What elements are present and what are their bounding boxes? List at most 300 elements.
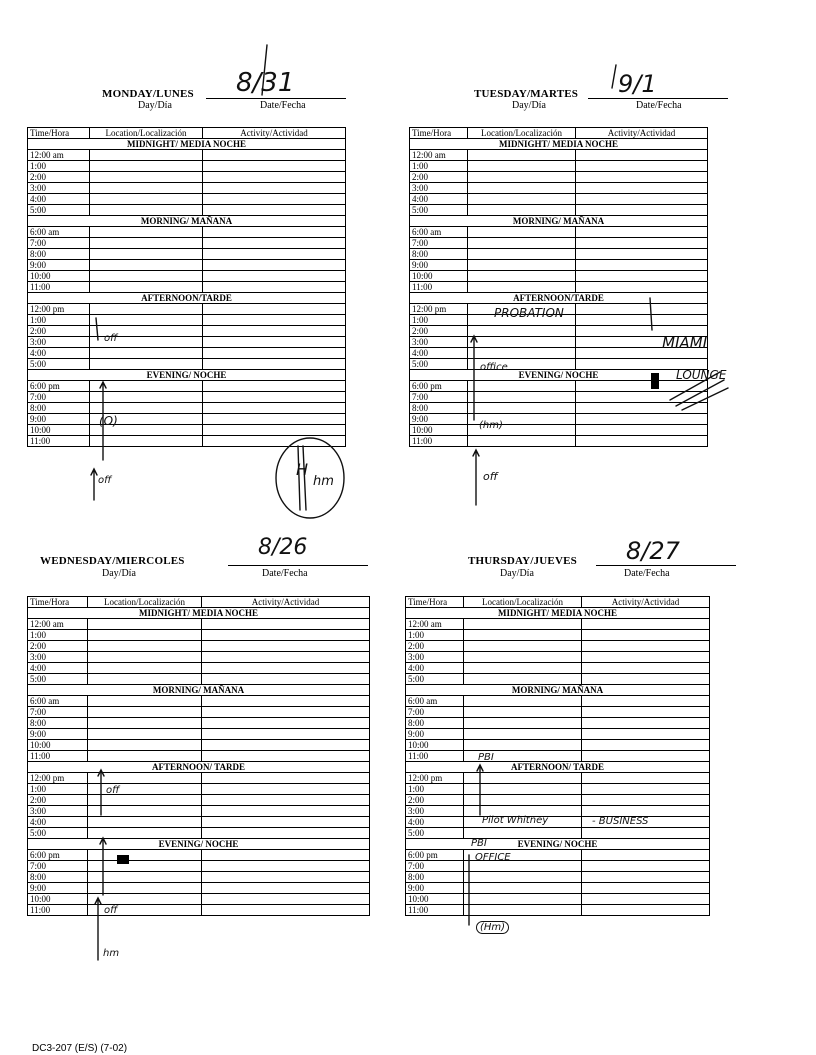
time-cell: 1:00 [28,784,88,795]
handwritten-note: PROBATION [494,306,564,320]
location-cell[interactable] [464,663,582,674]
activity-cell[interactable] [582,905,710,916]
time-cell: 10:00 [410,425,468,436]
activity-cell[interactable] [203,414,346,425]
section-afternoon: AFTERNOON/ TARDE [406,762,710,773]
section-morning: MORNING/ MAÑANA [28,685,370,696]
location-cell[interactable] [88,641,202,652]
location-cell[interactable] [88,630,202,641]
activity-cell[interactable] [576,436,708,447]
activity-cell[interactable] [203,172,346,183]
date-label: Date/Fecha [262,568,308,579]
time-cell: 1:00 [410,161,468,172]
handwritten-date: 8/26 [258,535,308,560]
location-cell[interactable] [88,696,202,707]
activity-cell[interactable] [202,817,370,828]
location-cell[interactable] [90,348,203,359]
time-cell: 2:00 [28,641,88,652]
time-cell: 10:00 [406,894,464,905]
time-cell: 5:00 [28,359,90,370]
time-cell: 11:00 [28,436,90,447]
activity-cell[interactable] [203,183,346,194]
location-cell[interactable] [90,315,203,326]
activity-cell[interactable] [576,282,708,293]
location-cell[interactable] [90,205,203,216]
location-cell[interactable] [468,282,576,293]
activity-cell[interactable] [582,619,710,630]
day-label: Day/Día [138,100,172,111]
time-cell: 4:00 [406,817,464,828]
activity-cell[interactable] [582,718,710,729]
time-cell: 6:00 pm [406,850,464,861]
activity-cell[interactable] [203,403,346,414]
location-cell[interactable] [464,795,582,806]
activity-cell[interactable] [576,403,708,414]
time-cell: 3:00 [410,183,468,194]
location-cell[interactable] [468,436,576,447]
activity-cell[interactable] [576,315,708,326]
location-cell[interactable] [464,729,582,740]
location-cell[interactable] [88,872,202,883]
time-cell: 12:00 am [28,150,90,161]
form-number: DC3-207 (E/S) (7-02) [32,1043,128,1054]
location-cell[interactable] [468,249,576,260]
activity-cell[interactable] [203,436,346,447]
handwritten-note: (O) [99,414,118,428]
activity-cell[interactable] [202,674,370,685]
activity-cell[interactable] [202,773,370,784]
activity-cell[interactable] [202,718,370,729]
activity-cell[interactable] [582,773,710,784]
handwritten-note: office [480,362,508,373]
activity-cell[interactable] [582,707,710,718]
handwritten-note: hm [103,948,120,959]
time-cell: 7:00 [28,861,88,872]
location-cell[interactable] [88,751,202,762]
activity-cell[interactable] [202,872,370,883]
time-cell: 12:00 am [28,619,88,630]
date-line [228,565,368,566]
activity-cell[interactable] [576,227,708,238]
location-cell[interactable] [90,249,203,260]
location-cell[interactable] [464,652,582,663]
location-cell[interactable] [464,696,582,707]
time-cell: 10:00 [28,425,90,436]
handwritten-note: MIAMI [662,334,707,352]
location-cell[interactable] [90,403,203,414]
location-cell[interactable] [88,718,202,729]
col-header-activity: Activity/Actividad [202,597,370,608]
location-cell[interactable] [88,795,202,806]
location-cell[interactable] [468,205,576,216]
section-evening: EVENING/ NOCHE [28,839,370,850]
location-cell[interactable] [88,861,202,872]
activity-cell[interactable] [576,150,708,161]
section-morning: MORNING/ MAÑANA [410,216,708,227]
time-cell: 9:00 [410,414,468,425]
handwritten-note: off [104,905,118,916]
time-cell: 8:00 [28,249,90,260]
date-label: Date/Fecha [624,568,670,579]
time-cell: 8:00 [28,872,88,883]
location-cell[interactable] [90,271,203,282]
time-cell: 7:00 [410,238,468,249]
location-cell[interactable] [90,381,203,392]
section-afternoon: AFTERNOON/TARDE [410,293,708,304]
activity-cell[interactable] [203,381,346,392]
location-cell[interactable] [468,381,576,392]
activity-cell[interactable] [582,696,710,707]
time-cell: 5:00 [28,828,88,839]
time-cell: 1:00 [406,630,464,641]
time-cell: 3:00 [28,806,88,817]
location-cell[interactable] [468,403,576,414]
activity-cell[interactable] [202,729,370,740]
activity-cell[interactable] [202,894,370,905]
location-cell[interactable] [88,894,202,905]
time-cell: 1:00 [28,630,88,641]
time-cell: 5:00 [410,359,468,370]
time-cell: 9:00 [28,729,88,740]
col-header-activity: Activity/Actividad [582,597,710,608]
section-afternoon: AFTERNOON/ TARDE [28,762,370,773]
location-cell[interactable] [88,619,202,630]
location-cell[interactable] [90,227,203,238]
day-name: TUESDAY/MARTES [474,88,579,100]
schedule-table-wednesday [27,596,370,916]
activity-cell[interactable] [582,861,710,872]
location-cell[interactable] [90,194,203,205]
time-cell: 10:00 [28,740,88,751]
handwritten-note: off [106,785,120,796]
activity-cell[interactable] [582,740,710,751]
location-cell[interactable] [468,337,576,348]
activity-cell[interactable] [203,348,346,359]
activity-cell[interactable] [576,205,708,216]
activity-cell[interactable] [582,729,710,740]
activity-cell[interactable] [203,315,346,326]
time-cell: 6:00 pm [410,381,468,392]
location-cell[interactable] [90,172,203,183]
section-afternoon: AFTERNOON/TARDE [28,293,346,304]
time-cell: 2:00 [28,326,90,337]
time-cell: 1:00 [406,784,464,795]
time-cell: 3:00 [410,337,468,348]
schedule-table-tuesday [409,127,708,447]
activity-cell[interactable] [202,707,370,718]
col-header-activity: Activity/Actividad [576,128,708,139]
location-cell[interactable] [90,260,203,271]
time-cell: 6:00 am [28,696,88,707]
arrow-stroke [473,450,479,505]
location-cell[interactable] [464,619,582,630]
activity-cell[interactable] [202,806,370,817]
location-cell[interactable] [464,894,582,905]
activity-cell[interactable] [576,260,708,271]
col-header-time: Time/Hora [28,128,90,139]
location-cell[interactable] [88,707,202,718]
time-cell: 7:00 [28,238,90,249]
time-cell: 3:00 [406,652,464,663]
time-cell: 6:00 am [28,227,90,238]
activity-cell[interactable] [582,872,710,883]
handwritten-date: 8/31 [236,68,295,98]
location-cell[interactable] [88,883,202,894]
activity-cell[interactable] [576,183,708,194]
section-morning: MORNING/ MAÑANA [406,685,710,696]
location-cell[interactable] [468,183,576,194]
schedule-table-thursday [405,596,710,916]
time-cell: 2:00 [410,172,468,183]
location-cell[interactable] [464,718,582,729]
activity-cell[interactable] [203,304,346,315]
activity-cell[interactable] [582,630,710,641]
time-cell: 4:00 [410,348,468,359]
time-cell: 2:00 [406,795,464,806]
activity-cell[interactable] [203,392,346,403]
location-cell[interactable] [88,663,202,674]
time-cell: 4:00 [28,663,88,674]
handwritten-note: hm [313,474,334,489]
handwritten-note: off [98,475,112,486]
activity-cell[interactable] [576,381,708,392]
col-header-time: Time/Hora [406,597,464,608]
activity-cell[interactable] [582,674,710,685]
time-cell: 4:00 [28,194,90,205]
location-cell[interactable] [88,828,202,839]
location-cell[interactable] [468,348,576,359]
activity-cell[interactable] [203,249,346,260]
time-cell: 11:00 [28,282,90,293]
time-cell: 9:00 [28,883,88,894]
activity-cell[interactable] [202,905,370,916]
location-cell[interactable] [468,326,576,337]
time-cell: 10:00 [28,271,90,282]
location-cell[interactable] [464,740,582,751]
activity-cell[interactable] [582,806,710,817]
time-cell: 3:00 [28,183,90,194]
location-cell[interactable] [468,260,576,271]
location-cell[interactable] [90,282,203,293]
activity-cell[interactable] [202,850,370,861]
handwritten-date: 8/27 [626,537,680,565]
date-label: Date/Fecha [260,100,306,111]
location-cell[interactable] [90,161,203,172]
location-cell[interactable] [88,652,202,663]
location-cell[interactable] [88,740,202,751]
time-cell: 7:00 [406,707,464,718]
activity-cell[interactable] [582,795,710,806]
section-morning: MORNING/ MAÑANA [28,216,346,227]
day-name: MONDAY/LUNES [102,88,194,100]
location-cell[interactable] [464,641,582,652]
time-cell: 5:00 [406,674,464,685]
activity-cell[interactable] [576,249,708,260]
location-cell[interactable] [90,436,203,447]
activity-cell[interactable] [203,282,346,293]
activity-cell[interactable] [202,861,370,872]
activity-cell[interactable] [582,784,710,795]
location-cell[interactable] [468,238,576,249]
time-cell: 3:00 [28,652,88,663]
location-cell[interactable] [464,773,582,784]
activity-cell[interactable] [576,425,708,436]
time-cell: 5:00 [406,828,464,839]
location-cell[interactable] [88,817,202,828]
activity-cell[interactable] [203,238,346,249]
location-cell[interactable] [464,784,582,795]
location-cell[interactable] [464,828,582,839]
location-cell[interactable] [464,707,582,718]
activity-cell[interactable] [582,641,710,652]
col-header-time: Time/Hora [410,128,468,139]
time-cell: 12:00 pm [410,304,468,315]
time-cell: 9:00 [28,260,90,271]
location-cell[interactable] [464,905,582,916]
location-cell[interactable] [88,784,202,795]
location-cell[interactable] [464,630,582,641]
location-cell[interactable] [90,183,203,194]
activity-cell[interactable] [582,652,710,663]
activity-cell[interactable] [203,205,346,216]
date-slash-stroke [612,65,616,88]
activity-cell[interactable] [203,271,346,282]
location-cell[interactable] [90,359,203,370]
time-cell: 7:00 [28,392,90,403]
activity-cell[interactable] [576,172,708,183]
date-line [596,565,736,566]
activity-cell[interactable] [576,238,708,249]
location-cell[interactable] [468,194,576,205]
activity-cell[interactable] [576,304,708,315]
location-cell[interactable] [88,806,202,817]
location-cell[interactable] [88,850,202,861]
time-cell: 10:00 [406,740,464,751]
day-label: Day/Día [500,568,534,579]
activity-cell[interactable] [202,883,370,894]
time-cell: 2:00 [28,795,88,806]
location-cell[interactable] [468,161,576,172]
handwritten-note: OFFICE [475,852,511,863]
location-cell[interactable] [468,150,576,161]
handwritten-note: H [296,460,309,479]
handwritten-note: off [104,333,118,344]
time-cell: 8:00 [410,403,468,414]
time-cell: 5:00 [28,205,90,216]
activity-cell[interactable] [576,414,708,425]
activity-cell[interactable] [203,227,346,238]
activity-cell[interactable] [203,359,346,370]
activity-cell[interactable] [203,326,346,337]
activity-cell[interactable] [203,150,346,161]
activity-cell[interactable] [203,194,346,205]
activity-cell[interactable] [202,663,370,674]
activity-cell[interactable] [202,795,370,806]
time-cell: 5:00 [410,205,468,216]
activity-cell[interactable] [582,828,710,839]
location-cell[interactable] [88,773,202,784]
time-cell: 9:00 [406,883,464,894]
activity-cell[interactable] [202,641,370,652]
location-cell[interactable] [90,150,203,161]
activity-cell[interactable] [582,850,710,861]
activity-cell[interactable] [202,652,370,663]
location-cell[interactable] [90,392,203,403]
time-cell: 11:00 [410,282,468,293]
location-cell[interactable] [468,392,576,403]
schedule-table-monday [27,127,346,447]
location-cell[interactable] [88,729,202,740]
handwritten-note: - BUSINESS [592,816,649,827]
location-cell[interactable] [468,172,576,183]
activity-cell[interactable] [203,337,346,348]
col-header-time: Time/Hora [28,597,88,608]
time-cell: 2:00 [28,172,90,183]
arrow-stroke [91,469,97,500]
location-cell[interactable] [468,271,576,282]
location-cell[interactable] [464,883,582,894]
activity-cell[interactable] [202,740,370,751]
handwritten-note: off [483,470,498,483]
time-cell: 12:00 pm [28,304,90,315]
activity-cell[interactable] [203,260,346,271]
activity-cell[interactable] [203,161,346,172]
time-cell: 8:00 [406,872,464,883]
handwritten-note: Pilot Whitney [482,815,549,826]
location-cell[interactable] [90,238,203,249]
activity-cell[interactable] [202,630,370,641]
handwritten-note: (Hm) [476,921,509,934]
date-label: Date/Fecha [636,100,682,111]
activity-cell[interactable] [202,696,370,707]
activity-cell[interactable] [576,161,708,172]
activity-cell[interactable] [576,194,708,205]
location-cell[interactable] [464,872,582,883]
activity-cell[interactable] [582,894,710,905]
day-label: Day/Día [102,568,136,579]
section-midnight: MIDNIGHT/ MEDIA NOCHE [406,608,710,619]
time-cell: 10:00 [28,894,88,905]
section-evening: EVENING/ NOCHE [410,370,708,381]
time-cell: 9:00 [28,414,90,425]
time-cell: 9:00 [406,729,464,740]
day-name: THURSDAY/JUEVES [468,555,577,567]
section-evening: EVENING/ NOCHE [406,839,710,850]
activity-cell[interactable] [202,751,370,762]
activity-cell[interactable] [582,751,710,762]
time-cell: 8:00 [28,718,88,729]
activity-cell[interactable] [576,271,708,282]
time-cell: 6:00 am [406,696,464,707]
location-cell[interactable] [464,674,582,685]
location-cell[interactable] [90,304,203,315]
time-cell: 12:00 pm [28,773,88,784]
time-cell: 6:00 am [410,227,468,238]
handwritten-note: LOUNGE [676,368,727,382]
activity-cell[interactable] [203,425,346,436]
activity-cell[interactable] [576,392,708,403]
activity-cell[interactable] [202,784,370,795]
handwritten-note: (hm) [479,420,503,431]
activity-cell[interactable] [202,828,370,839]
activity-cell[interactable] [202,619,370,630]
time-cell: 4:00 [28,348,90,359]
activity-cell[interactable] [582,663,710,674]
time-cell: 5:00 [28,674,88,685]
activity-cell[interactable] [582,883,710,894]
location-cell[interactable] [468,227,576,238]
location-cell[interactable] [88,674,202,685]
